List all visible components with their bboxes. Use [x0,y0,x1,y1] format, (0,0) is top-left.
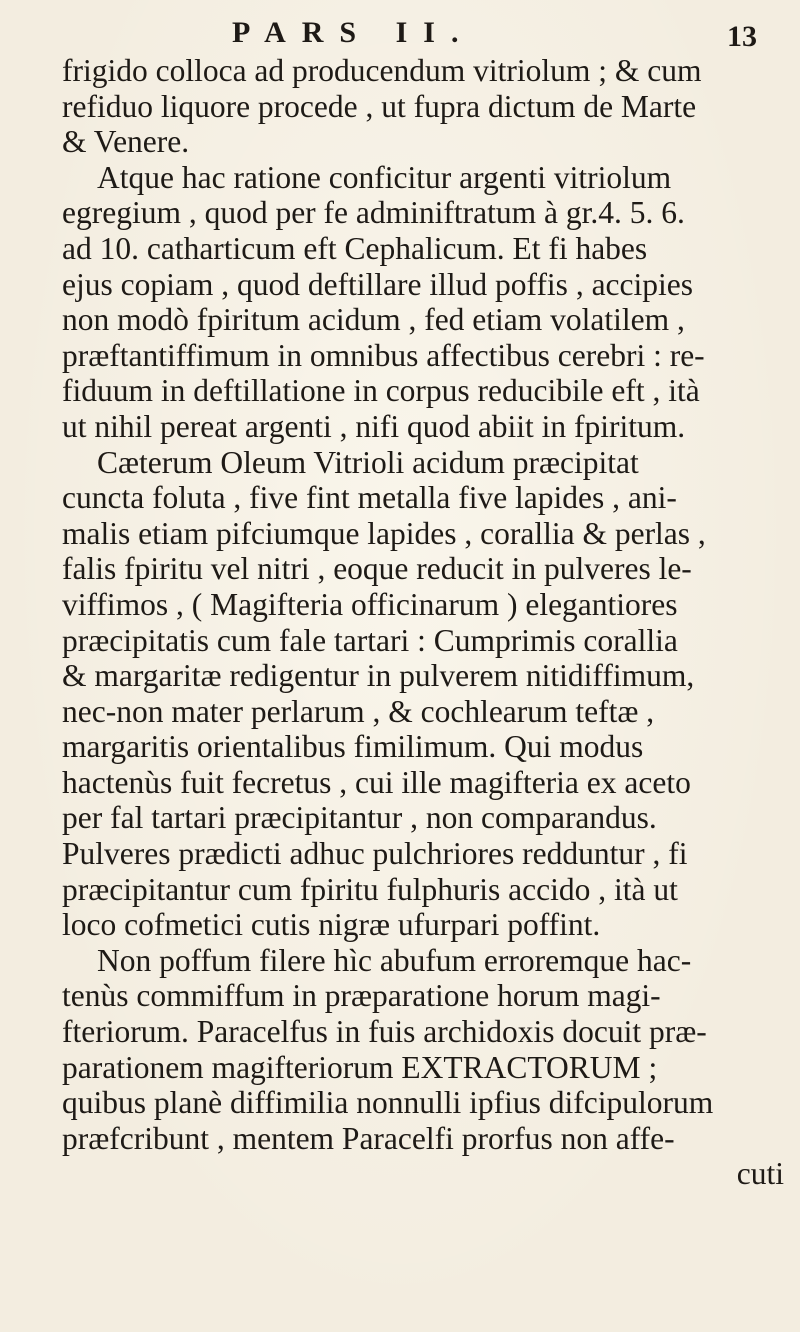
text-line: loco cofmetici cutis nigræ ufurpari poffint. [62,907,601,943]
text-line: ejus copiam , quod deftillare illud poffis , accipies [62,266,693,302]
running-title: PARS II. [232,16,475,49]
text-line: quibus planè diffimilia nonnulli ipfius difcipulorum [62,1085,714,1121]
text-line: egregium , quod per fe adminiftratum à gr.4. 5. 6. [62,195,685,231]
text-line: præftantiffimum in omnibus affectibus cerebri : re- [62,337,705,373]
text-line: hactenùs fuit fecretus , cui ille magifteria ex aceto [62,764,691,800]
text-line: tenùs commiffum in præparatione horum magi- [62,978,661,1014]
text-line: falis fpiritu vel nitri , eoque reducit in pulveres le- [62,551,692,587]
text-line: & margaritæ redigentur in pulverem nitidiffimum, [62,658,695,694]
text-line: viffimos , ( Magifteria officinarum ) elegantiores [62,586,678,622]
text-line: Pulveres prædicti adhuc pulchriores redduntur , fi [62,836,688,872]
text-line: frigido colloca ad producendum vitriolum ; & cum [62,53,702,88]
text-line: margaritis orientalibus fimilimum. Qui modus [62,729,644,765]
text-line: nec-non mater perlarum , & cochlearum teftæ , [62,693,655,729]
text-line: per fal tartari præcipitantur , non comparandus. [62,800,657,836]
running-head [0,10,800,54]
paragraph-start-line: Non poffum filere hìc abufum erroremque hac- [97,942,692,978]
paragraph-start-line: Atque hac ratione conficitur argenti vitriolum [97,159,672,195]
text-line: præfcribunt , mentem Paracelfi prorfus non affe- [62,1120,675,1156]
paragraph-start-line: Cæterum Oleum Vitrioli acidum præcipitat [97,444,639,480]
text-line: malis etiam pifciumque lapides , corallia & perlas , [62,515,706,551]
text-line: non modò fpiritum acidum , fed etiam volatilem , [62,302,685,338]
body-text [62,53,792,1192]
text-line: & Venere. [62,124,190,160]
text-line: præcipitatis cum fale tartari : Cumprimis corallia [62,622,678,658]
text-line: ut nihil pereat argenti , nifi quod abiit in fpiritum. [62,408,686,444]
text-line: fteriorum. Paracelfus in fuis archidoxis docuit præ- [62,1014,707,1050]
catchword: cuti [736,1156,784,1192]
text-line: cuncta foluta , five fint metalla five lapides , ani- [62,480,677,516]
text-line: parationem magifteriorum EXTRACTORUM ; [62,1049,658,1085]
text-line: refiduo liquore procede , ut fupra dictum de Marte [62,88,697,124]
page-number: 13 [727,20,757,53]
text-line: ad 10. catharticum eft Cephalicum. Et fi habes [62,230,648,266]
text-line: fiduum in deftillatione in corpus reducibile eft , ità [62,373,700,409]
text-line: præcipitantur cum fpiritu fulphuris accido , ità ut [62,871,678,907]
